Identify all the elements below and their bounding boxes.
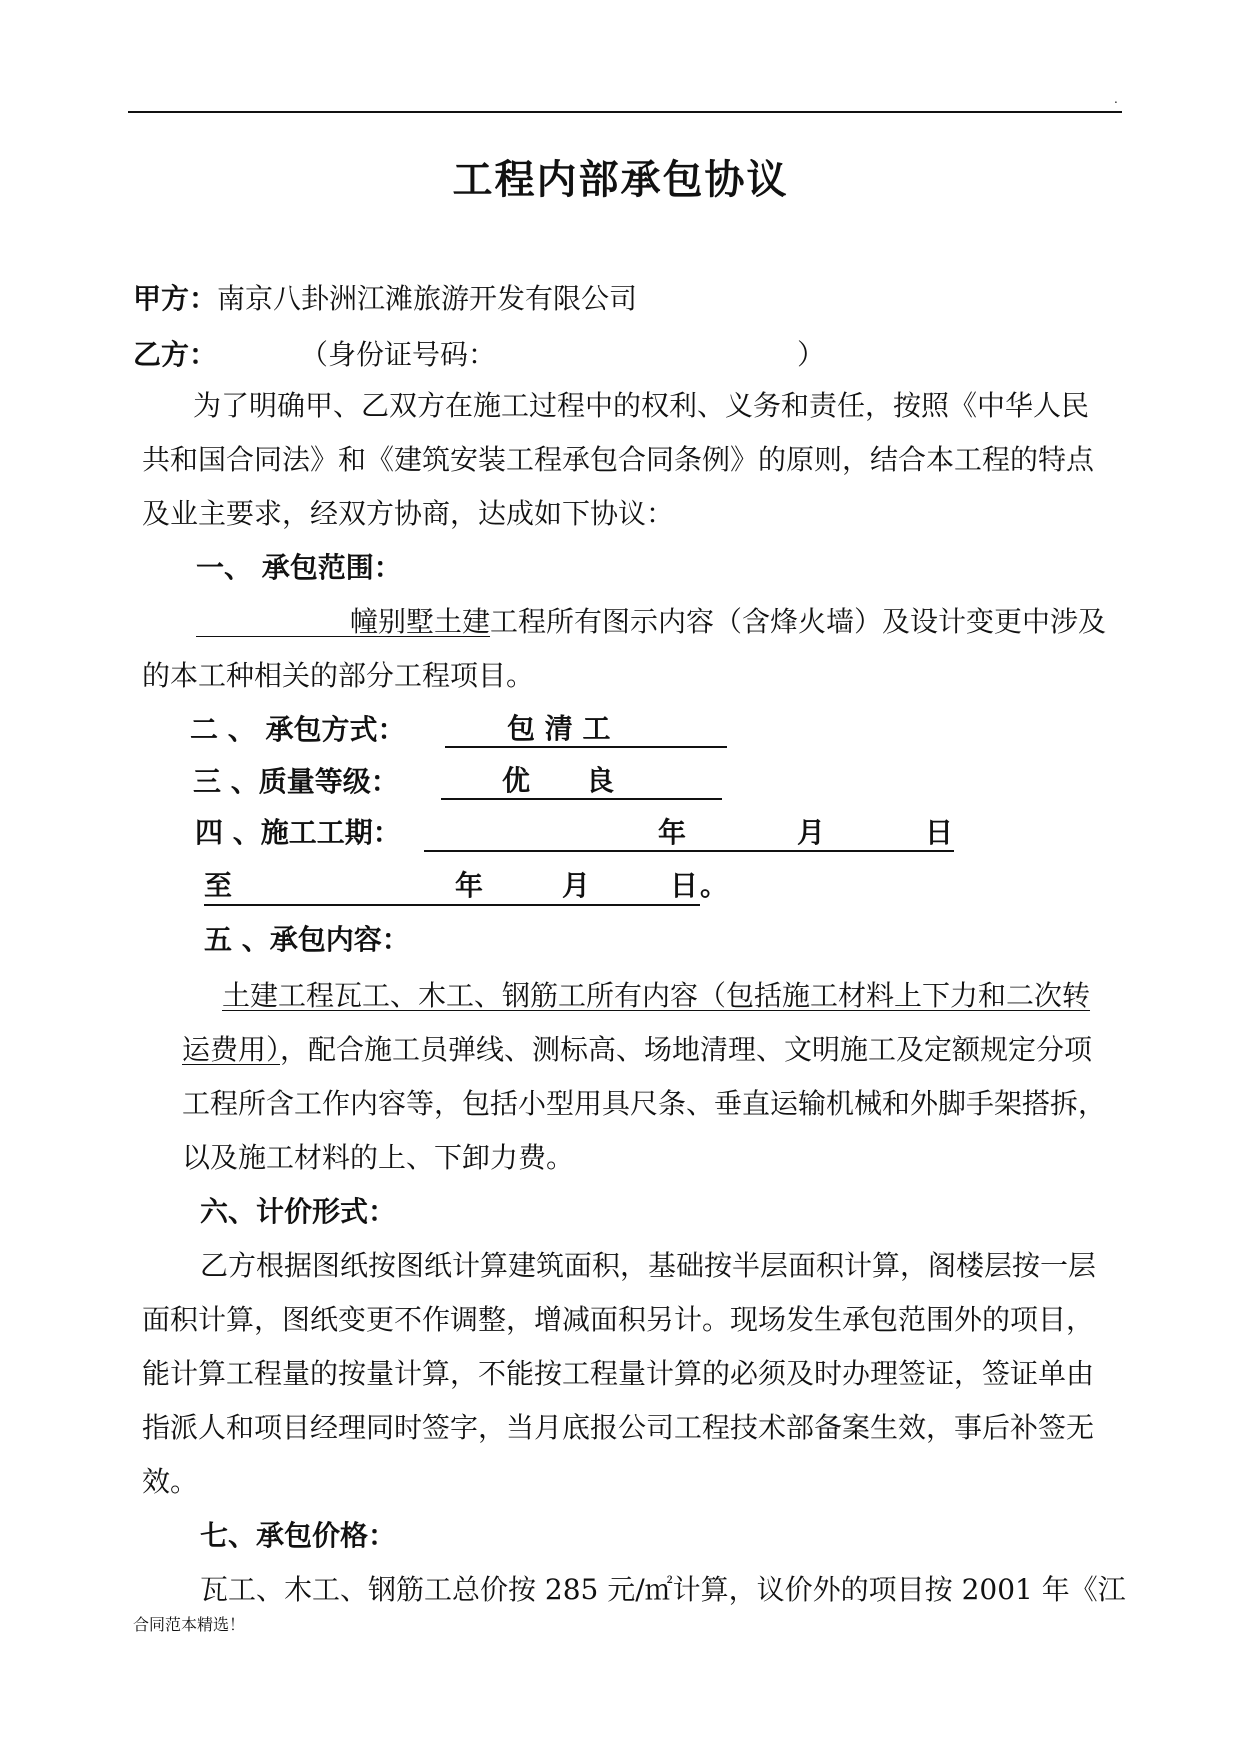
- period-end-mark: 。: [700, 869, 729, 902]
- section-6-line-3: 能计算工程量的按量计算，不能按工程量计算的必须及时办理签证，签证单由: [142, 1357, 1095, 1390]
- period-end-field: [204, 866, 700, 906]
- section-4-label: 四 、施工工期：: [195, 816, 401, 849]
- section-5-line-2-underlined: 运费用）: [182, 1033, 281, 1066]
- header-dot: .: [1114, 92, 1118, 106]
- section-1-line-2: 的本工种相关的部分工程项目。: [142, 659, 535, 692]
- party-b-line: [133, 335, 217, 375]
- intro-line-1: 为了明确甲、乙双方在施工过程中的权利、义务和责任，按照《中华人民: [193, 389, 1090, 422]
- section-1-heading: 一、 承包范围：: [196, 551, 402, 584]
- contract-mode-value: 包 清 工: [445, 712, 727, 748]
- period-start-month: 月: [797, 816, 826, 849]
- period-start-day: 日: [925, 816, 954, 849]
- period-start-year: 年: [658, 816, 687, 849]
- page-footer: 合同范本精选！: [133, 1615, 246, 1634]
- period-start-underline: [424, 816, 954, 852]
- section-6-line-2: 面积计算，图纸变更不作调整，增减面积另计。现场发生承包范围外的项目，: [142, 1303, 1095, 1336]
- period-to: 至: [204, 869, 233, 902]
- section-3-label: 三 、质量等级：: [193, 765, 399, 798]
- section-5-heading: 五 、承包内容：: [204, 923, 410, 956]
- party-b-id-close: ）: [797, 338, 826, 371]
- section-1-line-1: [196, 602, 1106, 642]
- section-5-line-1: 土建工程瓦工、木工、钢筋工所有内容（包括施工材料上下力和二次转: [222, 979, 1091, 1012]
- section-2-label: 二 、 承包方式：: [190, 713, 406, 746]
- document-title: 工程内部承包协议: [452, 156, 789, 203]
- section-6-line-4: 指派人和项目经理同时签字，当月底报公司工程技术部备案生效，事后补签无: [142, 1411, 1095, 1444]
- party-a-line: [133, 279, 637, 319]
- section-5-line-2-rest: ，配合施工员弹线、测标高、场地清理、文明施工及定额规定分项: [280, 1033, 1093, 1066]
- party-b-label: 乙方：: [133, 338, 218, 371]
- section-1-underlined-blank: [196, 605, 350, 638]
- section-7-heading: 七、承包价格：: [200, 1519, 397, 1552]
- section-7-line-1: 瓦工、木工、钢筋工总价按 285 元/㎡计算，议价外的项目按 2001 年《江: [200, 1573, 1126, 1606]
- section-6-line-1: 乙方根据图纸按图纸计算建筑面积，基础按半层面积计算，阁楼层按一层: [200, 1249, 1097, 1282]
- party-a-label: 甲方：: [133, 282, 218, 315]
- intro-line-2: 共和国合同法》和《建筑安装工程承包合同条例》的原则，结合本工程的特点: [142, 443, 1095, 476]
- period-start-field: [424, 812, 954, 852]
- period-end-underline: [204, 870, 700, 906]
- section-6-line-5: 效。: [142, 1465, 199, 1498]
- section-1-scope: 幢别墅土建: [350, 605, 491, 638]
- quality-grade-value: 优 良: [441, 764, 722, 800]
- section-3-field: [441, 760, 722, 800]
- section-1-scope-rest: 工程所有图示内容（含烽火墙）及设计变更中涉及: [490, 605, 1107, 638]
- section-2-field: [445, 708, 727, 748]
- period-end-day: 日: [670, 869, 699, 902]
- header-rule: [128, 111, 1122, 113]
- party-a-value: 南京八卦洲江滩旅游开发有限公司: [217, 282, 638, 315]
- section-5-line-2: [182, 1030, 1092, 1070]
- period-end-month: 月: [562, 869, 591, 902]
- period-end-year: 年: [455, 869, 484, 902]
- section-5-line-3: 工程所含工作内容等，包括小型用具尺条、垂直运输机械和外脚手架搭拆，: [182, 1087, 1107, 1120]
- intro-line-3: 及业主要求，经双方协商，达成如下协议：: [142, 497, 675, 530]
- party-b-id-open: （身份证号码：: [300, 338, 497, 371]
- section-6-heading: 六、计价形式：: [200, 1195, 397, 1228]
- section-5-line-4: 以及施工材料的上、下卸力费。: [182, 1141, 575, 1174]
